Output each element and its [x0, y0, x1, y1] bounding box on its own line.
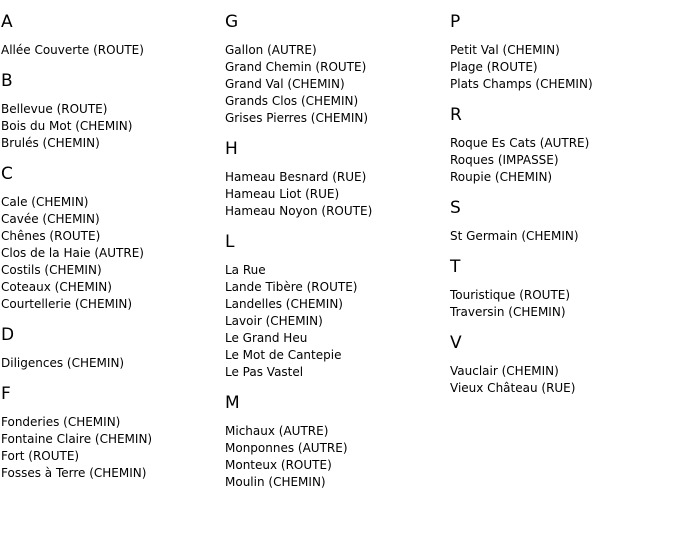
street-item: Hameau Noyon (ROUTE): [225, 204, 373, 218]
street-item: Michaux (AUTRE): [225, 424, 329, 438]
street-list: [225, 262, 372, 381]
street-item: Grand Chemin (ROUTE): [225, 60, 367, 74]
letter-group: [450, 198, 593, 245]
street-item: Grand Val (CHEMIN): [225, 77, 345, 91]
street-item: Roque Es Cats (AUTRE): [450, 136, 590, 150]
letter-group: [225, 12, 372, 127]
street-list: [225, 169, 372, 220]
street-item: Hameau Liot (RUE): [225, 187, 340, 201]
street-item: Roques (IMPASSE): [450, 153, 559, 167]
street-list: [1, 194, 152, 313]
letter-heading: T: [450, 257, 461, 277]
street-item: Petit Val (CHEMIN): [450, 43, 560, 57]
letter-heading: D: [1, 325, 15, 345]
street-item: Allée Couverte (ROUTE): [1, 43, 144, 57]
letter-group: [450, 257, 593, 321]
letter-group: [225, 139, 372, 220]
street-item: Le Grand Heu: [225, 331, 308, 345]
letter-heading: R: [450, 105, 462, 125]
street-index-column-2: [225, 0, 372, 491]
street-item: Vieux Château (RUE): [450, 381, 576, 395]
street-item: Bellevue (ROUTE): [1, 102, 108, 116]
letter-group: [1, 164, 152, 313]
street-list: [1, 355, 152, 372]
street-item: Diligences (CHEMIN): [1, 356, 125, 370]
letter-group: [225, 393, 372, 491]
street-item: Fontaine Claire (CHEMIN): [1, 432, 153, 446]
letter-heading: A: [1, 12, 13, 32]
letter-group: [1, 384, 152, 482]
letter-group: [450, 12, 593, 93]
street-item: Le Pas Vastel: [225, 365, 304, 379]
street-item: Le Mot de Cantepie: [225, 348, 342, 362]
letter-heading: M: [225, 393, 240, 413]
street-index-column-1: [1, 0, 152, 482]
street-item: Gallon (AUTRE): [225, 43, 317, 57]
letter-heading: F: [1, 384, 11, 404]
letter-heading: B: [1, 71, 13, 91]
street-item: Costils (CHEMIN): [1, 263, 102, 277]
street-item: Plage (ROUTE): [450, 60, 538, 74]
letter-heading: C: [1, 164, 13, 184]
street-item: Grises Pierres (CHEMIN): [225, 111, 369, 125]
street-list: [450, 287, 593, 321]
letter-heading: P: [450, 12, 461, 32]
letter-heading: V: [450, 333, 462, 353]
street-list: [1, 42, 152, 59]
street-item: Courtellerie (CHEMIN): [1, 297, 133, 311]
letter-group: [450, 105, 593, 186]
street-item: Cavée (CHEMIN): [1, 212, 100, 226]
letter-group: [1, 325, 152, 372]
street-item: Lavoir (CHEMIN): [225, 314, 323, 328]
street-item: Traversin (CHEMIN): [450, 305, 566, 319]
street-item: Coteaux (CHEMIN): [1, 280, 112, 294]
street-item: Roupie (CHEMIN): [450, 170, 553, 184]
street-item: Monteux (ROUTE): [225, 458, 332, 472]
street-list: [450, 228, 593, 245]
letter-group: [450, 333, 593, 397]
street-item: Fort (ROUTE): [1, 449, 80, 463]
street-index-column-3: [450, 0, 593, 397]
letter-heading: L: [225, 232, 235, 252]
street-list: [225, 42, 372, 127]
street-item: Lande Tibère (ROUTE): [225, 280, 358, 294]
letter-heading: H: [225, 139, 238, 159]
street-list: [450, 363, 593, 397]
street-item: Chênes (ROUTE): [1, 229, 101, 243]
letter-heading: G: [225, 12, 239, 32]
street-list: [450, 42, 593, 93]
street-item: Grands Clos (CHEMIN): [225, 94, 359, 108]
street-item: Cale (CHEMIN): [1, 195, 89, 209]
street-item: Vauclair (CHEMIN): [450, 364, 559, 378]
letter-group: [225, 232, 372, 381]
street-list: [450, 135, 593, 186]
street-item: Hameau Besnard (RUE): [225, 170, 367, 184]
letter-group: [1, 12, 152, 59]
street-item: Landelles (CHEMIN): [225, 297, 343, 311]
street-item: Fonderies (CHEMIN): [1, 415, 121, 429]
street-item: Moulin (CHEMIN): [225, 475, 326, 489]
street-item: Monponnes (AUTRE): [225, 441, 348, 455]
street-list: [225, 423, 372, 491]
street-item: Brulés (CHEMIN): [1, 136, 100, 150]
street-item: Plats Champs (CHEMIN): [450, 77, 593, 91]
street-item: Touristique (ROUTE): [450, 288, 571, 302]
street-item: St Germain (CHEMIN): [450, 229, 579, 243]
street-item: Clos de la Haie (AUTRE): [1, 246, 144, 260]
street-item: La Rue: [225, 263, 266, 277]
street-item: Bois du Mot (CHEMIN): [1, 119, 133, 133]
letter-heading: S: [450, 198, 461, 218]
street-list: [1, 414, 152, 482]
street-item: Fosses à Terre (CHEMIN): [1, 466, 147, 480]
street-list: [1, 101, 152, 152]
letter-group: [1, 71, 152, 152]
